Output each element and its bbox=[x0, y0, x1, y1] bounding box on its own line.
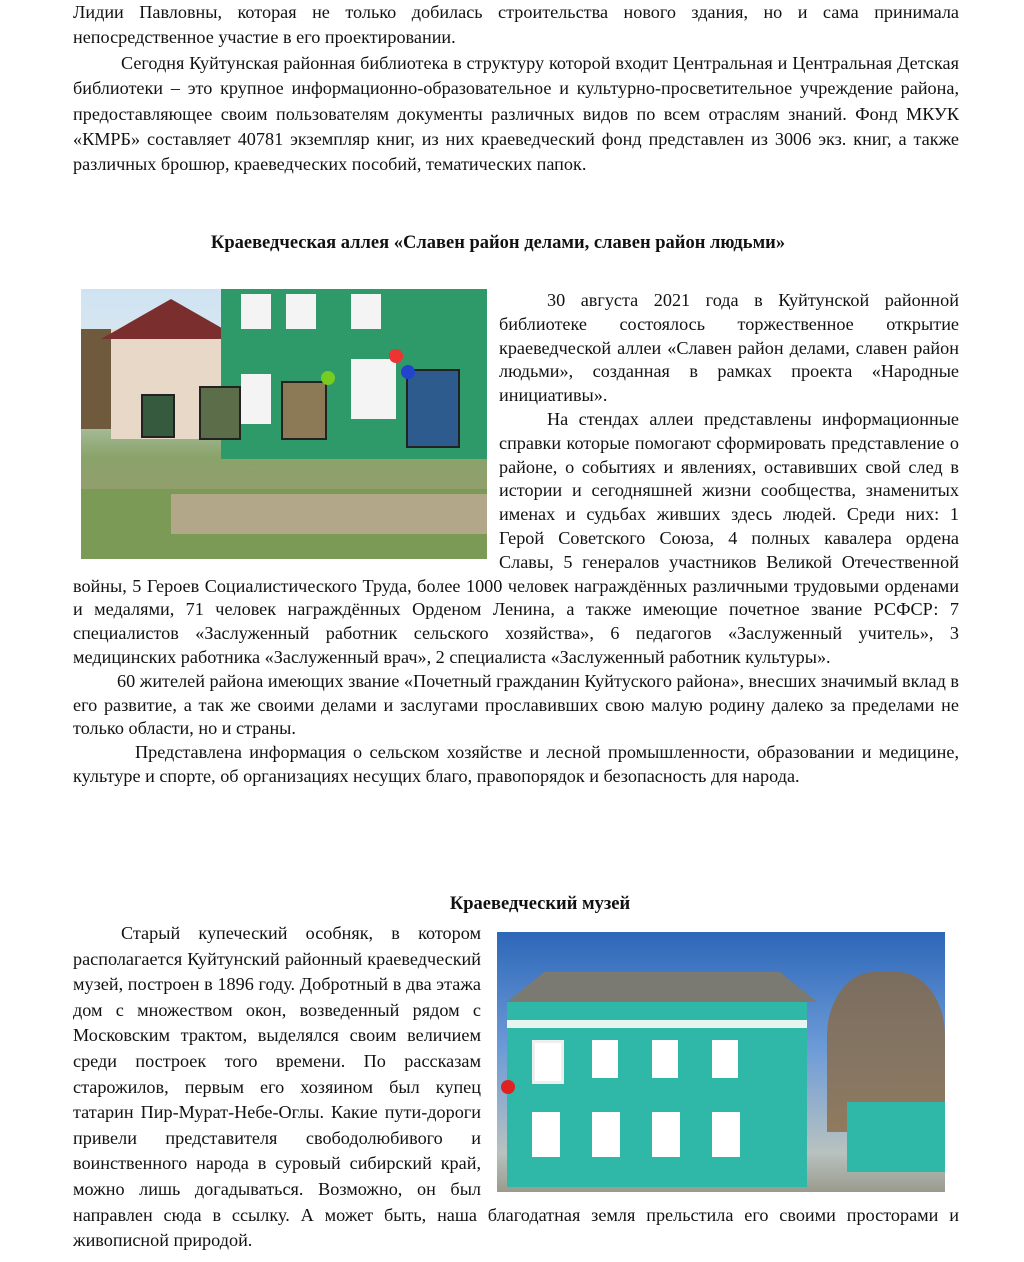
museum-building bbox=[507, 1002, 807, 1187]
library-section bbox=[73, 0, 959, 178]
alley-photo bbox=[81, 289, 487, 559]
no-entry-sign-icon bbox=[501, 1080, 515, 1094]
paragraph: Представлена информация о сельском хозяйстве и лесной промышленности, образовании и медицине, культуре и спорте, об организациях несущих благо, правопорядок и безопасность для народа. bbox=[73, 742, 959, 786]
paragraph: Лидии Павловны, которая не только добилась строительства нового здания, но и сама принимала непосредственное участие в его проектировании. bbox=[73, 2, 959, 48]
info-stand bbox=[406, 369, 460, 448]
balloon bbox=[321, 371, 335, 385]
balloon bbox=[389, 349, 403, 363]
paragraph: Старый купеческий особняк, в котором располагается Куйтунский районный краеведческий музей, построен в 1896 году. Добротный в два этажа дом с множеством окон, возведенный рядом с Московским трактом, выделялся своим величием среди построек того времени. По рассказам старожилов, первым его хозяином был купец татарин Пир-Мурат-Небе-Оглы. Какие пути-дороги привели представителя свободолюбивого и воинственного народа в суровый сибирский край, можно лишь догадываться. Возможно, он был направлен сюда в ссылку. А может быть, наша благодатная земля прельстила его своими просторами и живописной природой. bbox=[73, 923, 959, 1251]
paragraph: 60 жителей района имеющих звание «Почетный гражданин Куйтуского района», внесших значимый вклад в его развитие, а так же своими делами и заслугами прославивших свою малую родину далеко за пределами не только области, но и страны. bbox=[73, 670, 959, 739]
info-stand bbox=[281, 381, 327, 440]
balloon bbox=[401, 365, 415, 379]
roof bbox=[101, 299, 241, 339]
fence bbox=[847, 1102, 945, 1172]
info-stand bbox=[141, 394, 175, 438]
alley-section bbox=[73, 289, 959, 789]
museum-heading: Краеведческий музей bbox=[449, 894, 631, 914]
alley-heading: Краеведческая аллея «Славен район делами, славен район людьми» bbox=[210, 233, 786, 253]
roof bbox=[507, 972, 817, 1002]
paragraph: Сегодня Куйтунская районная библиотека в структуру которой входит Центральная и Центральная Детская библиотеки – это крупное информационно-образовательное и культурно-просветительное учреждение района, предоставляющее своим пользователям документы различных видов по всем отраслям знаний. Фонд МКУК «КМРБ» составляет 40781 экземпляр книг, из них краеведческий фонд представлен из 3006 экз. книг, а также различных брошюр, краеведческих пособий, тематических папок. bbox=[73, 52, 959, 175]
museum-section bbox=[73, 921, 959, 1254]
paragraph: На стендах аллеи представлены информационные справки которые помогают сформировать представление о районе, о событиях и явлениях, оставивших свой след в истории и сегодняшней жизни сообщества, знаменитых именах и судьбах живших здесь людей. Среди них: 1 Герой Советского Союза, 4 полных кавалера ордена Славы, 5 генералов участников Великой Отечественной войны, 5 Героев Социалистического Труда, более 1000 человек награждённых различными трудовыми орденами и медалями, 71 человек награждённых Орденом Ленина, а также имеющие почетное звание РСФСР: 7 специалистов «Заслуженный работник сельского хозяйства», 6 педагогов «Заслуженный учитель», 3 медицинских работника «Заслуженный врач», 2 специалиста «Заслуженный работник культуры». bbox=[73, 408, 959, 667]
paragraph: 30 августа 2021 года в Куйтунской районной библиотеке состоялось торжественное открытие краеведческой аллеи «Славен район делами, славен район людьми», созданная в рамках проекта «Народные инициативы». bbox=[499, 290, 959, 406]
museum-photo bbox=[497, 932, 945, 1192]
info-stand bbox=[199, 386, 241, 440]
